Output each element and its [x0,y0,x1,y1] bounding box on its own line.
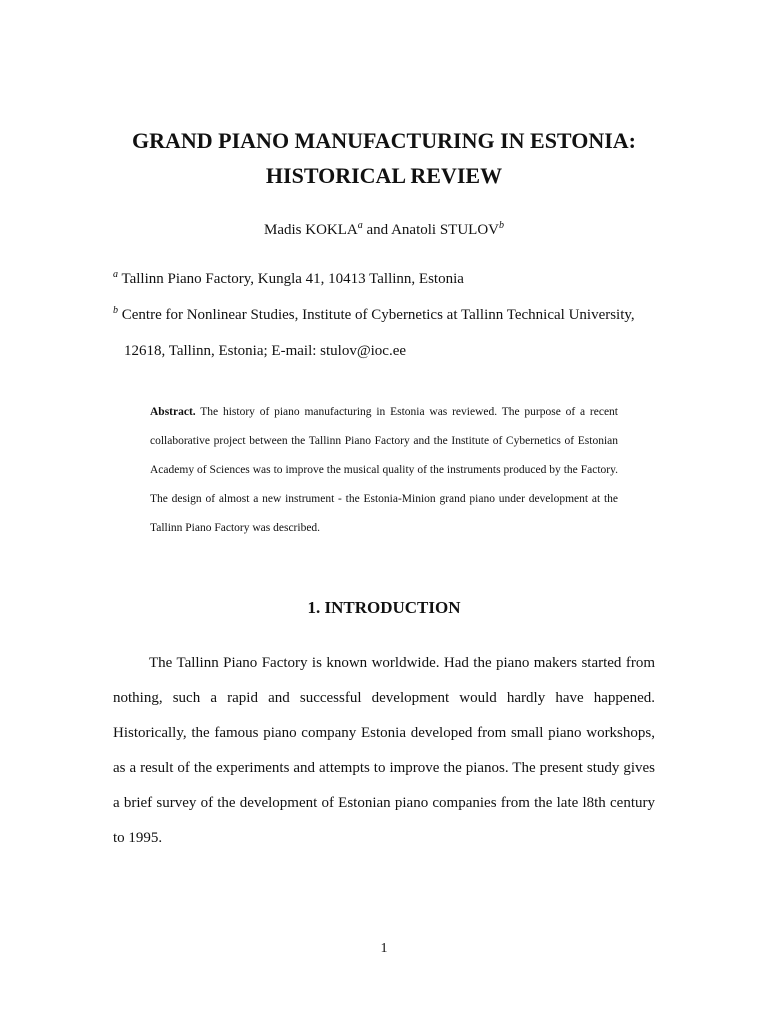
affiliation-marker: b [499,220,504,231]
abstract-label: Abstract. [150,406,196,418]
page-number: 1 [380,941,388,956]
affiliation-marker: a [113,269,118,280]
affiliation-b-continued: 12618, Tallinn, Estonia; E-mail: stulov@ioc.ee [124,343,407,359]
abstract-text: The history of piano manufacturing in Estonia was reviewed. The purpose of a recent collaborative project between the Tallinn Piano Factory and the Institute of Cybernetics of Estonian Academy of Sciences was to improve the musical quality of the instruments produced by the Factory. The design of almost a new instrument - the Estonia-Minion grand piano under development at the Tallinn Piano Factory was described. [150,406,619,534]
body-paragraph: The Tallinn Piano Factory is known worldwide. Had the piano makers started from nothing, such a rapid and successful development would hardly have happened. Historically, the famous piano company Estonia developed from small piano workshops, as a result of the experiments and attempts to improve the pianos. The present study gives a brief survey of the development of Estonian piano companies from the late l8th century to 1995. [113,655,655,846]
affiliation-b [113,306,635,324]
affiliation-a [113,270,464,288]
affiliation-text: Centre for Nonlinear Studies, Institute of Cybernetics at Tallinn Technical University, [121,307,635,323]
section-heading: 1. INTRODUCTION [307,598,461,617]
author-name: Anatoli STULOV [391,222,499,238]
author-connector: and [362,222,392,238]
affiliation-marker: a [357,220,363,231]
abstract [150,398,618,543]
affiliation-text: Tallinn Piano Factory, Kungla 41, 10413 Tallinn, Estonia [121,271,464,287]
affiliation-marker: b [113,305,118,316]
paper-title-line-2: HISTORICAL REVIEW [265,163,503,188]
author-name: Madis KOKLA [263,222,358,238]
author-list [0,221,768,239]
paper-title-line-1: GRAND PIANO MANUFACTURING IN ESTONIA: [132,128,636,153]
